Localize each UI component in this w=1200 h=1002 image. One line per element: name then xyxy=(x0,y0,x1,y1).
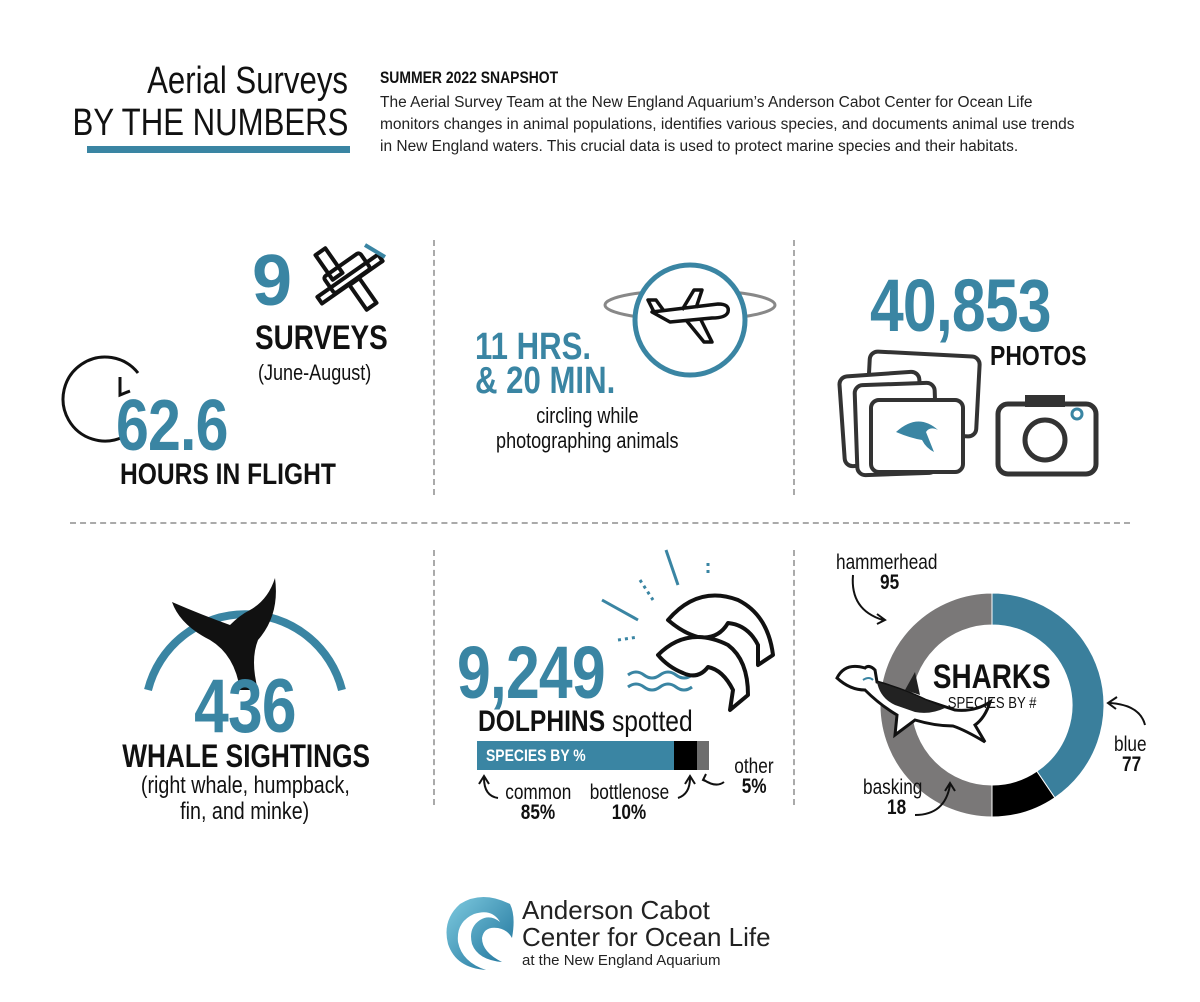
logo-line-3: at the New England Aquarium xyxy=(522,952,721,969)
shark-species-name: basking xyxy=(863,776,923,799)
sharks-subtitle: SPECIES BY # xyxy=(947,695,1037,712)
divider xyxy=(793,550,795,805)
description-line: in New England waters. This crucial data is used to protect marine species and their habitats. xyxy=(380,138,1019,155)
subtitle: SUMMER 2022 SNAPSHOT xyxy=(380,68,559,87)
dolphin-species-name: bottlenose xyxy=(589,781,670,804)
logo-text xyxy=(522,897,771,971)
photo-stack-icon xyxy=(838,352,983,477)
dolphin-species-name: other xyxy=(734,755,774,778)
whale-label: WHALE SIGHTINGS xyxy=(122,738,371,774)
description-line: monitors changes in animal populations, identifies various species, and documents animal use trends xyxy=(380,116,1075,133)
dolphin-count: 9,249 xyxy=(457,631,605,714)
divider xyxy=(433,550,435,805)
shark-species-name: hammerhead xyxy=(836,551,938,574)
dolphin-species-pct: 10% xyxy=(612,801,647,824)
sharks-title: SHARKS xyxy=(933,658,1051,696)
circling-hours: 11 HRS. xyxy=(475,326,592,368)
whale-desc-1: (right whale, humpback, xyxy=(140,772,350,799)
dolphin-species-pct: 5% xyxy=(741,775,767,798)
title-underline xyxy=(87,146,350,153)
dolphin-label-rest: spotted xyxy=(605,705,693,738)
whale-count: 436 xyxy=(194,664,296,749)
description xyxy=(380,92,1074,158)
biplane-icon xyxy=(305,235,395,315)
bar-segment-bottlenose xyxy=(674,741,697,770)
bar-segment-other xyxy=(697,741,709,770)
photos-label: PHOTOS xyxy=(990,340,1087,371)
description-line: The Aerial Survey Team at the New England Aquarium’s Anderson Cabot Center for Ocean Life xyxy=(380,94,1033,111)
shark-species-count: 77 xyxy=(1122,753,1142,776)
page-title xyxy=(12,60,348,144)
flight-hours: 62.6 xyxy=(116,386,228,466)
dolphin-species-name: common xyxy=(505,781,572,804)
title-line-1: Aerial Surveys xyxy=(147,60,348,102)
photos-count: 40,853 xyxy=(870,264,1051,347)
flight-label: HOURS IN FLIGHT xyxy=(120,458,336,491)
shark-species-count: 95 xyxy=(880,571,900,594)
divider xyxy=(70,522,1130,524)
whale-desc-2: fin, and minke) xyxy=(180,798,310,825)
surveys-period: (June-August) xyxy=(258,360,372,385)
circling-desc-1: circling while xyxy=(535,403,639,428)
surveys-label: SURVEYS xyxy=(255,319,388,357)
shark-species-name: blue xyxy=(1114,733,1147,756)
circling-minutes: & 20 MIN. xyxy=(475,360,616,402)
camera-icon xyxy=(995,392,1100,477)
logo-line-2: Center for Ocean Life xyxy=(522,922,771,952)
circling-desc-2: photographing animals xyxy=(495,428,679,453)
title-line-2: BY THE NUMBERS xyxy=(72,102,348,144)
dolphin-species-pct: 85% xyxy=(521,801,556,824)
divider xyxy=(793,240,795,495)
shark-species-count: 18 xyxy=(887,796,907,819)
divider xyxy=(433,240,435,495)
wave-logo-icon xyxy=(442,892,517,972)
dolphin-bar-label: SPECIES BY % xyxy=(486,746,586,765)
surveys-count: 9 xyxy=(252,241,292,321)
logo-line-1: Anderson Cabot xyxy=(522,895,710,925)
dolphin-label-bold: DOLPHINS xyxy=(478,705,606,738)
